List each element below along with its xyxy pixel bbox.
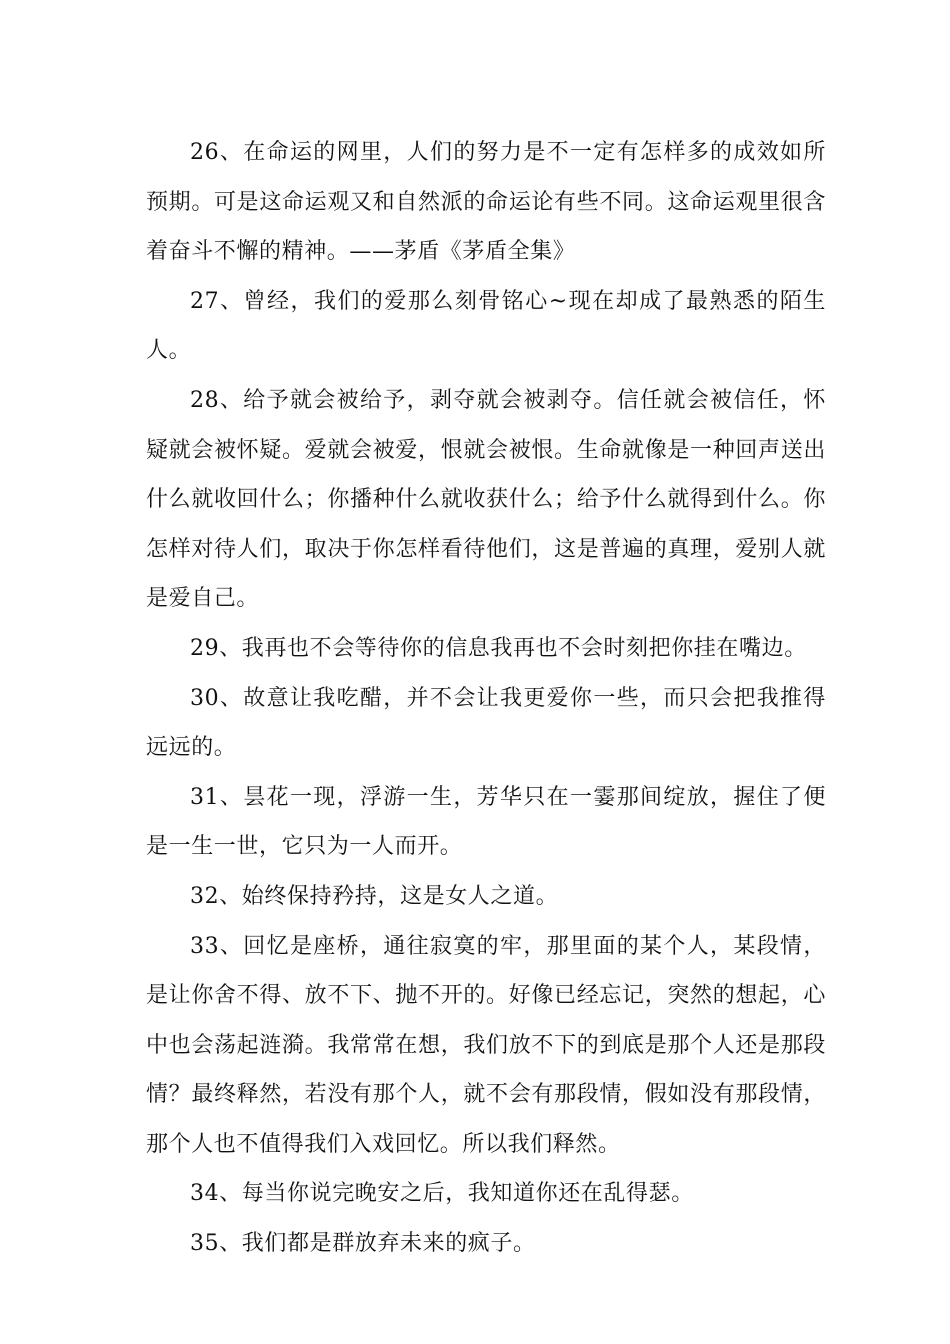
paragraph-34: 34、每当你说完晚安之后，我知道你还在乱得瑟。 xyxy=(190,1181,694,1207)
paragraph-26: 26、在命运的网里，人们的努力是不一定有怎样多的成效如所预期。可是这命运观又和自然派的命运论有些不同。这命运观里很含着奋斗不懈的精神。——茅盾《茅盾全集》 xyxy=(146,140,826,265)
paragraph-27: 27、曾经，我们的爱那么刻骨铭心~现在却成了最熟悉的陌生人。 xyxy=(146,288,826,364)
paragraph-31: 31、昙花一现，浮游一生，芳华只在一霎那间绽放，握住了便是一生一世，它只为一人而开。 xyxy=(146,784,826,860)
paragraph-35: 35、我们都是群放弃未来的疯子。 xyxy=(190,1231,536,1257)
document-body xyxy=(146,128,826,1269)
paragraph-28: 28、给予就会被给予，剥夺就会被剥夺。信任就会被信任，怀疑就会被怀疑。爱就会被爱，恨就会被恨。生命就像是一种回声送出什么就收回什么；你播种什么就收获什么；给予什么就得到什么。你怎样对待人们，取决于你怎样看待他们，这是普遍的真理，爱别人就是爱自己。 xyxy=(146,387,826,612)
paragraph-29: 29、我再也不会等待你的信息我再也不会时刻把你挂在嘴边。 xyxy=(190,635,807,661)
paragraph-30: 30、故意让我吃醋，并不会让我更爱你一些，而只会把我推得远远的。 xyxy=(146,685,826,761)
paragraph-32: 32、始终保持矜持，这是女人之道。 xyxy=(190,883,559,909)
paragraph-33: 33、回忆是座桥，通往寂寞的牢，那里面的某个人，某段情，是让你舍不得、放不下、抛不开的。好像已经忘记，突然的想起，心中也会荡起涟漪。我常常在想，我们放不下的到底是那个人还是那段情？最终释然，若没有那个人，就不会有那段情，假如没有那段情，那个人也不值得我们入戏回忆。所以我们释然。 xyxy=(146,933,826,1157)
